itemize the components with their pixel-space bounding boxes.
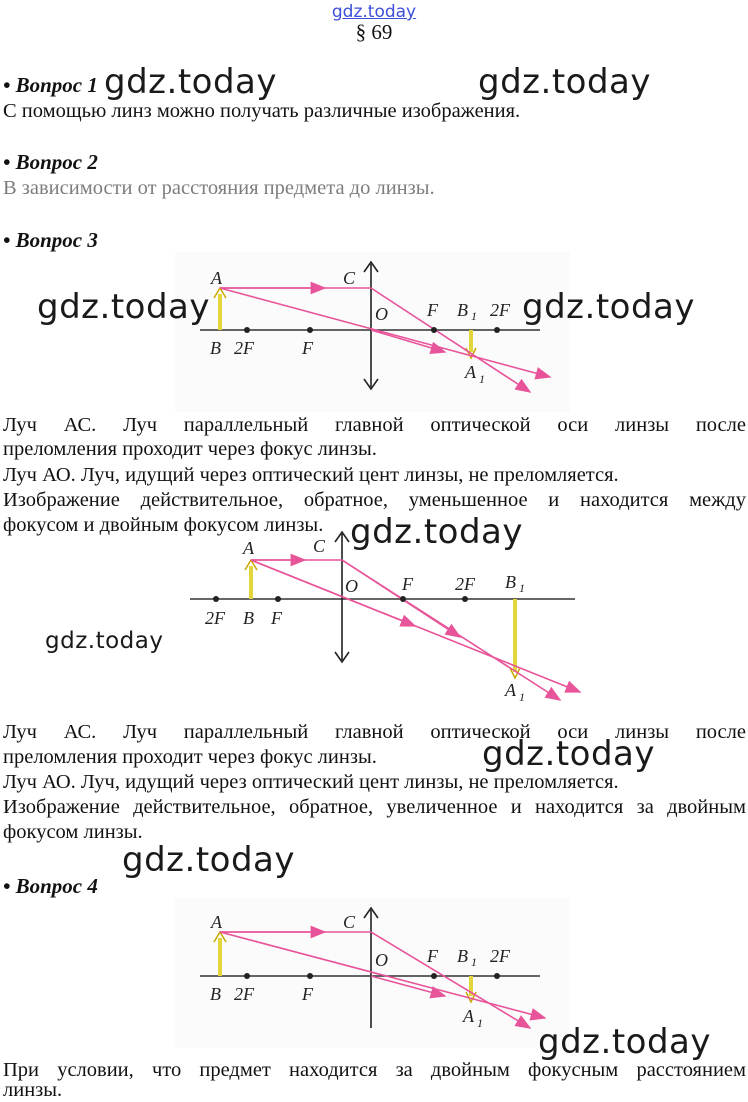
label-2F-left: 2F <box>205 608 225 628</box>
paragraph-number: § 69 <box>355 20 393 44</box>
label-F-right: F <box>427 946 438 966</box>
lens-diagram-3 <box>175 898 570 1048</box>
q3-block1-line3: Луч АО. Луч, идущий через оптический цент линзы, не преломляется. <box>3 464 619 486</box>
label-B1: B <box>457 300 468 320</box>
watermark: gdz.today <box>45 628 164 654</box>
label-2F-left: 2F <box>234 984 254 1004</box>
watermark: gdz.today <box>350 512 523 552</box>
label-B1-sub: 1 <box>519 581 525 595</box>
watermark: gdz.today <box>122 840 295 880</box>
label-F-left: F <box>302 984 313 1004</box>
label-2F-right: 2F <box>490 946 510 966</box>
lens-diagram-1 <box>175 252 570 412</box>
question-4-title: • Вопрос 4 <box>3 874 98 898</box>
lens-diagram-2 <box>185 530 585 710</box>
label-2F-right: 2F <box>490 300 510 320</box>
q3-block1-line2: преломления проходит через фокус линзы. <box>3 438 377 460</box>
label-O: O <box>375 950 388 970</box>
label-O: O <box>345 576 358 596</box>
watermark: gdz.today <box>478 62 651 102</box>
label-F-right: F <box>427 300 438 320</box>
label-F-left: F <box>271 608 282 628</box>
q3-block2-line2: преломления проходит через фокус линзы. <box>3 746 377 768</box>
q3-block1-line4: Изображение действительное, обратное, уменьшенное и находится между <box>3 489 746 511</box>
q3-block2-line3: Луч АО. Луч, идущий через оптический цент линзы, не преломляется. <box>3 771 619 793</box>
label-A1: A <box>505 680 516 700</box>
label-B1-sub: 1 <box>471 309 477 323</box>
watermark: gdz.today <box>104 62 277 102</box>
label-F-right: F <box>402 574 413 594</box>
q4-line1: При условии, что предмет находится за двойным фокусным расстоянием <box>3 1059 746 1081</box>
label-B1: B <box>457 946 468 966</box>
label-B1: B <box>505 572 516 592</box>
label-A: A <box>243 538 254 558</box>
label-A1: A <box>463 1006 474 1026</box>
label-A1-sub: 1 <box>519 690 525 704</box>
q3-block1-line5: фокусом и двойным фокусом линзы. <box>3 514 324 536</box>
label-C: C <box>313 536 326 556</box>
question-2-answer: В зависимости от расстояния предмета до линзы. <box>3 177 435 199</box>
watermark: gdz.today <box>482 734 655 774</box>
site-link[interactable]: gdz.today <box>331 2 417 22</box>
q3-block2-line4: Изображение действительное, обратное, увеличенное и находится за двойным <box>3 796 746 818</box>
q3-block2-line1: Луч АС. Луч параллельный главной оптической оси линзы после <box>3 721 746 743</box>
question-1-answer: С помощью линз можно получать различные изображения. <box>3 100 521 122</box>
question-1-title: • Вопрос 1 <box>3 73 98 97</box>
label-A: A <box>211 268 222 288</box>
label-A1-sub: 1 <box>479 372 485 386</box>
label-2F-right: 2F <box>455 574 475 594</box>
label-B1-sub: 1 <box>471 955 477 969</box>
q4-line2: линзы. <box>3 1079 63 1101</box>
label-F-left: F <box>302 338 313 358</box>
label-A1-sub: 1 <box>477 1016 483 1030</box>
label-B: B <box>210 338 221 358</box>
label-O: O <box>375 304 388 324</box>
label-C: C <box>343 912 356 932</box>
label-C: C <box>343 268 356 288</box>
label-2F-left: 2F <box>234 338 254 358</box>
watermark: gdz.today <box>37 287 210 327</box>
q3-block1-line1: Луч АС. Луч параллельный главной оптической оси линзы после <box>3 414 746 436</box>
watermark: gdz.today <box>522 287 695 327</box>
question-2-title: • Вопрос 2 <box>3 150 98 174</box>
watermark: gdz.today <box>538 1022 711 1062</box>
label-B: B <box>243 608 254 628</box>
label-A1: A <box>465 362 476 382</box>
label-A: A <box>211 912 222 932</box>
label-B: B <box>210 984 221 1004</box>
question-3-title: • Вопрос 3 <box>3 228 98 252</box>
q3-block2-line5: фокусом линзы. <box>3 821 143 843</box>
